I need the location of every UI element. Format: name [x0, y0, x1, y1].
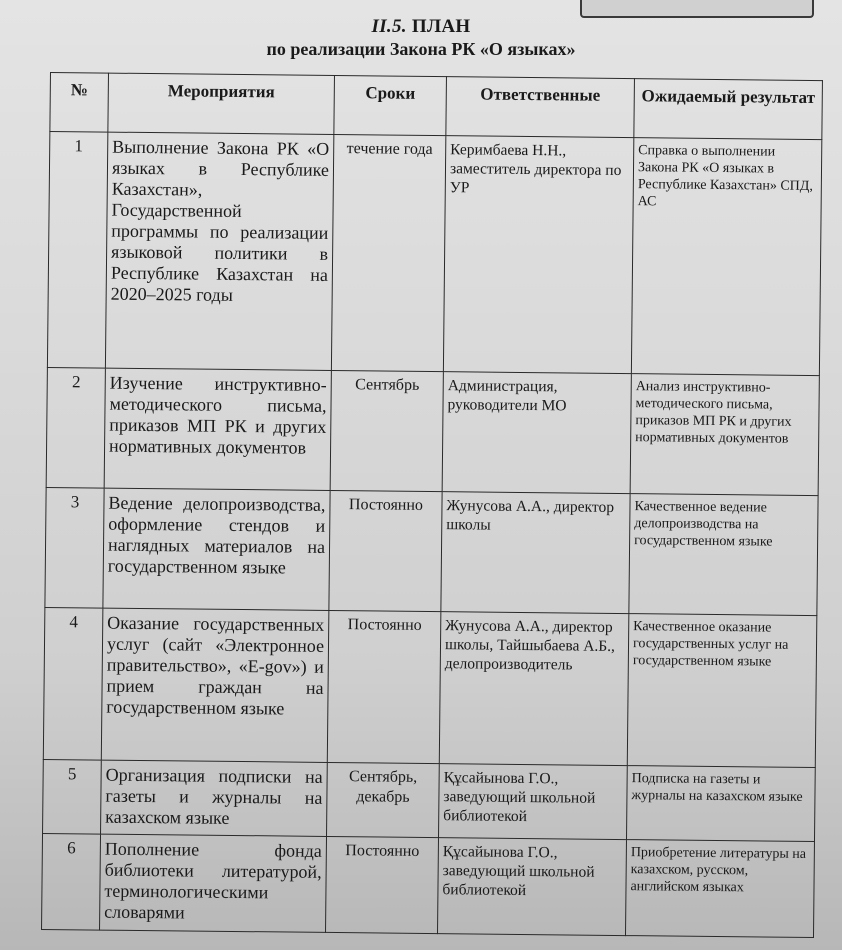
row-responsible: Администрация, руководители МО	[442, 372, 631, 494]
row-term: Постоянно	[326, 836, 439, 933]
row-event: Оказание государственных услуг (сайт «Электронное правительство», «E-gov») и прием граждан на государственном языке	[101, 608, 329, 762]
row-term: Сентябрь	[330, 370, 443, 491]
row-event: Ведение делопроизводства, оформление стендов и наглядных материалов на государственном языке	[103, 488, 330, 610]
row-number: 5	[43, 759, 102, 834]
row-term: Постоянно	[327, 610, 441, 763]
plan-title-word: ПЛАН	[411, 16, 471, 37]
table-row	[47, 132, 821, 376]
row-number: 4	[43, 607, 103, 760]
row-number: 3	[45, 487, 104, 608]
table-row	[46, 367, 819, 495]
row-result: Подписка на газеты и журналы на казахском языке	[626, 766, 815, 842]
plan-table	[41, 72, 823, 938]
document-heading	[0, 16, 842, 60]
plan-title	[0, 16, 842, 38]
table-header-row	[50, 73, 823, 140]
row-result: Справка о выполнении Закона РК «О языках в Республике Казахстан» СПД, АС	[631, 138, 821, 376]
header-responsible: Ответственные	[446, 77, 635, 138]
plan-subtitle: по реализации Закона РК «О языках»	[266, 39, 576, 59]
row-event: Выполнение Закона РК «О языках в Республике Казахстан», Государственной программы по реализации языковой политики в Республике Казахстан на 2020–2025 годы	[105, 132, 333, 370]
row-number: 2	[46, 367, 105, 488]
table-row	[45, 487, 818, 615]
row-responsible: Керимбаева Н.Н., заместитель директора по УР	[443, 136, 633, 374]
row-responsible: Құсайынова Г.О., заведующий школьной библиотекой	[437, 838, 626, 936]
header-num: №	[50, 73, 109, 133]
row-term: Сентябрь, декабрь	[327, 762, 440, 837]
row-event: Пополнение фонда библиотеки литературой, терминологическими словарями	[100, 834, 327, 932]
header-term: Сроки	[334, 75, 447, 135]
row-responsible: Құсайынова Г.О., заведующий школьной библиотекой	[439, 764, 628, 840]
header-result: Ожидаемый результат	[634, 79, 823, 140]
plan-section-number: II.5.	[371, 16, 407, 37]
row-result: Качественное ведение делопроизводства на государственном языке	[629, 494, 818, 616]
row-event: Изучение инструктивно-методического письма, приказов МП РК и других нормативных документов	[104, 368, 331, 490]
table-row	[43, 759, 816, 841]
row-result: Анализ инструктивно-методического письма, приказов МП РК и других нормативных документов	[630, 374, 819, 496]
row-term: Постоянно	[329, 490, 442, 611]
header-event: Мероприятия	[108, 73, 335, 134]
row-result: Приобретение литературы на казахском, русском, английском языках	[625, 840, 814, 938]
row-result: Качественное оказание государственных услуг на государственном языке	[627, 614, 817, 768]
row-term: течение года	[331, 134, 445, 371]
row-number: 6	[42, 833, 101, 930]
table-row	[43, 607, 817, 767]
row-responsible: Жунусова А.А., директор школы, Тайшыбаева А.Б., делопроизводитель	[439, 612, 629, 766]
table-row	[42, 833, 815, 937]
row-responsible: Жунусова А.А., директор школы	[441, 492, 630, 614]
row-event: Организация подписки на газеты и журналы на казахском языке	[101, 760, 328, 836]
row-number: 1	[47, 132, 107, 369]
